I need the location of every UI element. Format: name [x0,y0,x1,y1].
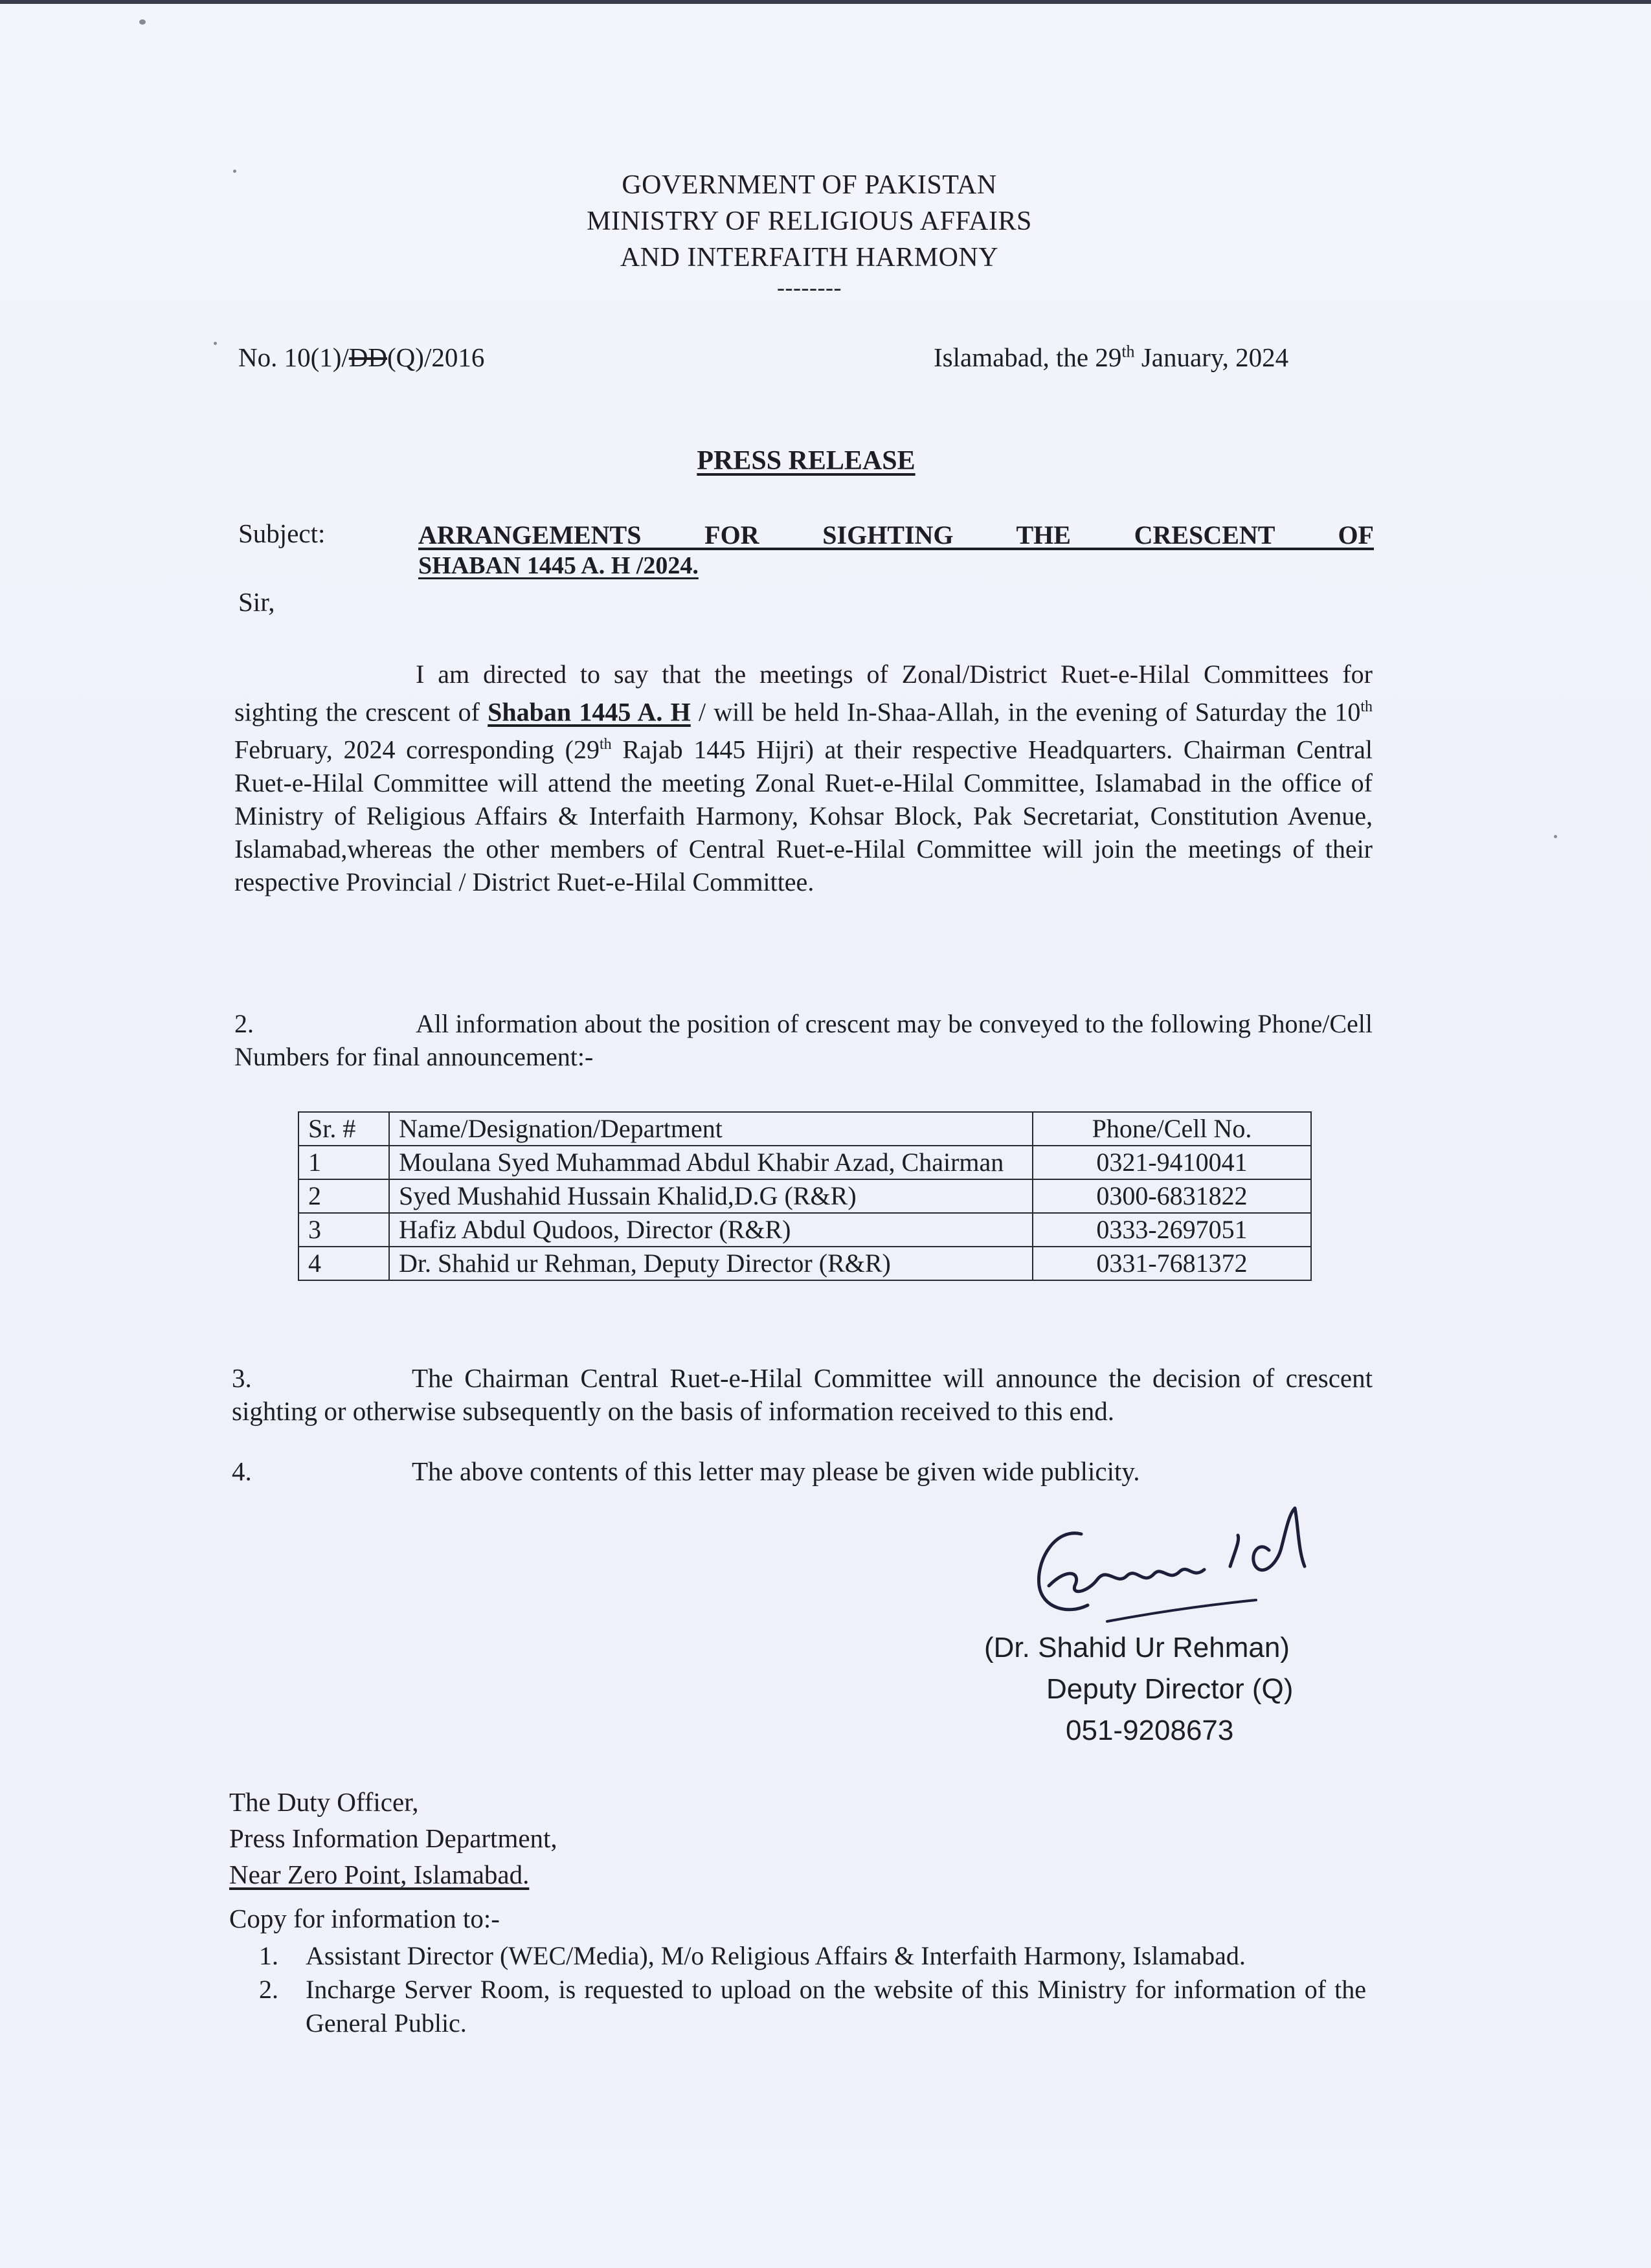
row-phone: 0331-7681372 [1033,1247,1311,1280]
row-serial: 3 [298,1213,389,1247]
addressee-line-1: The Duty Officer, [229,1787,419,1817]
row-name: Moulana Syed Muhammad Abdul Khabir Azad, Chairman [389,1146,1033,1179]
subject-line-2: SHABAN 1445 A. H /2024. [418,552,699,579]
signatory-phone: 051-9208673 [1066,1715,1234,1746]
addressee-line-3: Near Zero Point, Islamabad. [229,1860,530,1889]
scan-speck [139,19,146,25]
table-row [298,1247,1311,1280]
row-phone: 0321-9410041 [1033,1146,1311,1179]
row-name: Dr. Shahid ur Rehman, Deputy Director (R&R) [389,1247,1033,1280]
subject-label: Subject: [238,518,326,548]
addressee-line-2: Press Information Department, [229,1823,557,1853]
copy-label: Copy for information to:- [229,1904,500,1933]
row-serial: 4 [298,1247,389,1280]
paragraph-3: 3. The Chairman Central Ruet-e-Hilal Committee will announce the decision of crescent sighting or otherwise subsequently on the basis of information received to this end. [232,1363,1373,1426]
salutation: Sir, [238,587,275,617]
copy-list [259,1939,1366,2040]
addressee-block [229,1784,557,1893]
list-item: 1. Assistant Director (WEC/Media), M/o Religious Affairs & Interfaith Harmony, Islamabad. [259,1941,1246,1970]
paragraph-4: 4. The above contents of this letter may please be given wide publicity. [232,1456,1140,1486]
row-name: Hafiz Abdul Qudoos, Director (R&R) [389,1213,1033,1247]
signatory-designation: Deputy Director (Q) [1046,1673,1294,1705]
row-serial: 2 [298,1179,389,1213]
row-phone: 0300-6831822 [1033,1179,1311,1213]
header-ministry: MINISTRY OF RELIGIOUS AFFAIRS [587,206,1032,236]
paragraph-2: 2. All information about the position of crescent may be conveyed to the following Phone/Cell Numbers for final announcement:- [234,1009,1373,1071]
row-phone: 0333-2697051 [1033,1213,1311,1247]
row-name: Syed Mushahid Hussain Khalid,D.G (R&R) [389,1179,1033,1213]
table-header-row [298,1112,1311,1146]
signature [1010,1489,1347,1644]
column-header-name: Name/Designation/Department [389,1112,1033,1146]
header-harmony: AND INTERFAITH HARMONY [620,243,999,272]
table-row [298,1179,1311,1213]
header-government: GOVERNMENT OF PAKISTAN [622,170,997,200]
scan-edge [0,0,1651,4]
header-separator: -------- [777,274,842,300]
table-row [298,1213,1311,1247]
letter-date: Islamabad, the 29th January, 2024 [934,342,1289,372]
paragraph-1: I am directed to say that the meetings of Zonal/District Ruet-e-Hilal Committees for sighting the crescent of Shaban 1445 A. H / will be held In-Shaa-Allah, in the evening of Saturday the 10th February, 2024 corresponding (29th Rajab 1445 Hijri) at their respective Headquarters. Chairman Central Ruet-e-Hilal Committee will attend the meeting Zonal Ruet-e-Hilal Committee, Islamabad in the office of Ministry of Religious Affairs & Interfaith Harmony, Kohsar Block, Pak Secretariat, Constitution Avenue, Islamabad,whereas the other members of Central Ruet-e-Hilal Committee will join the meetings of their respective Provincial / District Ruet-e-Hilal Committee. [234,660,1373,896]
row-serial: 1 [298,1146,389,1179]
scan-speck [214,342,217,345]
reference-number: No. 10(1)/DD(Q)/2016 [238,342,485,372]
signatory-name: (Dr. Shahid Ur Rehman) [984,1632,1290,1663]
scan-speck [1554,835,1557,838]
subject-line-1: ARRANGEMENTS FOR SIGHTING THE CRESCENT OF [418,520,1374,550]
signature-graphic [1010,1489,1347,1644]
list-item: 2. Incharge Server Room, is requested to upload on the website of this Ministry for information of the General Public. [259,1975,1366,2038]
column-header-serial: Sr. # [298,1112,389,1146]
column-header-phone: Phone/Cell No. [1033,1112,1311,1146]
press-release-title: PRESS RELEASE [697,446,915,476]
table-row [298,1146,1311,1179]
contacts-table [298,1111,1312,1281]
